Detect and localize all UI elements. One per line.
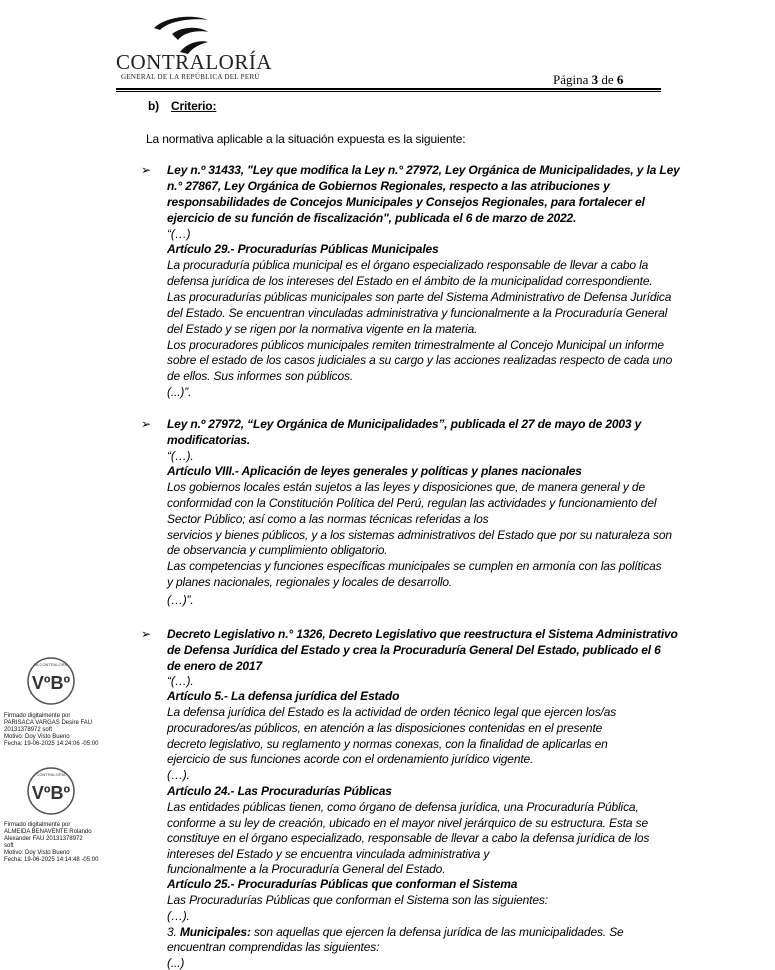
logo-subtitle: GENERAL DE LA REPÚBLICA DEL PERÚ (121, 73, 260, 81)
body-line: ejercicio de sus funciones acorde con el ordenamiento jurídico vigente. (167, 752, 534, 766)
article-heading: Artículo 25.- Procuradurías Públicas que conforman el Sistema (167, 877, 518, 891)
body-line: Las Procuradurías Públicas que conforman el Sistema son las siguientes: (167, 893, 548, 907)
quote-close: (…)”. (167, 593, 194, 607)
bullet-arrow-icon: ➢ (141, 417, 152, 431)
body-line: Los gobiernos locales están sujetos a las leyes y disposiciones que, de manera general y de (167, 480, 645, 494)
svg-text:VºBº: VºBº (31, 673, 71, 693)
body-line: Las procuradurías públicas municipales son parte del Sistema Administrativo de Defensa Jurídica (167, 290, 672, 304)
quote-close: (...)”. (167, 385, 192, 399)
article-heading: Artículo VIII.- Aplicación de leyes generales y políticas y planes nacionales (167, 464, 582, 478)
list-item-municipales: 3. Municipales: son aquellas que ejercen la defensa jurídica de las municipalidades. Se (167, 925, 624, 939)
body-line: decreto legislativo, su reglamento y normas conexas, con la finalidad de aplicarlas en (167, 737, 608, 751)
law-title-line: ejercicio de su función de fiscalización", publicada el 6 de marzo de 2022. (167, 211, 577, 225)
body-line: del Estado y se rigen por la normativa vigente en la materia. (167, 322, 478, 336)
bullet-arrow-icon: ➢ (141, 627, 152, 641)
body-line: de ellos. Sus informes son públicos. (167, 369, 354, 383)
header-rule (116, 88, 661, 90)
signature-block-1: Firmado digitalmente por PARISACA VARGAS Desire FAU 20131378972 soft Motivo: Doy Visto Bueno Fecha: 19-06-2025 14:24:06 -05:00 (4, 713, 99, 747)
body-line: y planes nacionales, regionales y locales de desarrollo. (167, 575, 453, 589)
svg-text:CONTRALORÍA: CONTRALORÍA (36, 772, 66, 777)
quote-open: “(…). (167, 449, 194, 463)
svg-text:VºBº: VºBº (31, 783, 71, 803)
body-line: La procuraduría pública municipal es el órgano especializado responsable de llevar a cabo la (167, 258, 649, 272)
bullet-arrow-icon: ➢ (141, 163, 152, 177)
section-intro: La normativa aplicable a la situación expuesta es la siguiente: (146, 132, 466, 146)
law-title-line: n.° 27867, Ley Orgánica de Gobiernos Regionales, respecto a las atribuciones y (167, 179, 610, 193)
body-line: defensa jurídica de los intereses del Estado en el ámbito de la municipalidad correspondiente. (167, 274, 653, 288)
contraloria-logo-mark-icon (150, 12, 210, 54)
law-title-line: Decreto Legislativo n.° 1326, Decreto Legislativo que reestructura el Sistema Administrativo (167, 627, 678, 641)
body-line: Las competencias y funciones específicas municipales se cumplen en armonía con las políticas (167, 559, 662, 573)
quote-open: “(…). (167, 674, 194, 688)
body-line: conformidad con la Constitución Política del Perú, regulan las actividades y funcionamiento del (167, 496, 657, 510)
header-rule-thin (116, 91, 661, 92)
logo-wordmark: CONTRALORÍA (116, 50, 272, 74)
body-line: constituye en el órgano especializado, responsable de llevar a cabo la defensa jurídica de los (167, 831, 650, 845)
article-heading: Artículo 24.- Las Procuradurías Públicas (167, 784, 392, 798)
body-line: servicios y bienes públicos, y a los sistemas administrativos del Estado que por su naturaleza son (167, 528, 672, 542)
law-title-line: Ley n.º 31433, "Ley que modifica la Ley n.° 27972, Ley Orgánica de Municipalidades, y la Ley (167, 163, 680, 177)
body-line: intereses del Estado y se encuentra vinculada administrativa y (167, 847, 490, 861)
body-line: funcionalmente a la Procuraduría General del Estado. (167, 862, 446, 876)
ellipsis: (…). (167, 768, 190, 782)
body-line: del Estado. Se encuentran vinculadas administrativa y funcionalmente a la Procuraduría General (167, 306, 668, 320)
body-line: Las entidades públicas tienen, como órgano de defensa jurídica, una Procuraduría Pública, (167, 800, 639, 814)
law-title-line: modificatorias. (167, 433, 251, 447)
law-title-line: de Defensa Jurídica del Estado y crea la Procuraduría General Del Estado, publicado el 6 (167, 643, 661, 657)
signature-block-2: Firmado digitalmente por ALMEIDA BENAVENTE Rolando Alexander FAU 20131378972 soft Motivo: Doy Visto Bueno Fecha: 19-06-2025 14:14:48 -05:00 (4, 822, 99, 863)
visto-bueno-stamp-icon (26, 656, 76, 706)
section-label: b) (148, 99, 160, 113)
body-line: procuradores/as públicos, en atención a las disposiciones contenidas en el presente (167, 721, 603, 735)
section-title: Criterio: (171, 99, 217, 113)
law-title-line: responsabilidades de Concejos Municipales y Consejos Regionales, para fortalecer el (167, 195, 645, 209)
quote-open: “(…) (167, 227, 191, 241)
body-line: Sector Público; así como a las normas técnicas referidas a los (167, 512, 489, 526)
article-heading: Artículo 29.- Procuradurías Públicas Municipales (167, 242, 439, 256)
ellipsis: (…). (167, 909, 190, 923)
body-line: encuentran comprendidas las siguientes: (167, 940, 380, 954)
body-line: sobre el estado de los casos judiciales a su cargo y las acciones realizadas respecto de cada uno (167, 353, 673, 367)
law-title-line: de enero de 2017 (167, 659, 262, 673)
law-title-line: Ley n.º 27972, “Ley Orgánica de Municipalidades”, publicada el 27 de mayo de 2003 y (167, 417, 642, 431)
article-heading: Artículo 5.- La defensa jurídica del Estado (167, 689, 400, 703)
body-line: Los procuradores públicos municipales remiten trimestralmente al Concejo Municipal un informe (167, 338, 664, 352)
visto-bueno-stamp-icon (26, 766, 76, 816)
body-line: La defensa jurídica del Estado es la actividad de orden técnico legal que ejercen los/as (167, 705, 617, 719)
ellipsis: (...) (167, 956, 185, 970)
page-number: Página 3 de 6 (553, 72, 624, 87)
body-line: conforme a su ley de creación, ubicado en el mayor nivel jerárquico de su estructura. Esta se (167, 816, 648, 830)
svg-text:LA CONTRALORÍA: LA CONTRALORÍA (33, 662, 69, 667)
body-line: de observancia y cumplimiento obligatorio. (167, 543, 388, 557)
